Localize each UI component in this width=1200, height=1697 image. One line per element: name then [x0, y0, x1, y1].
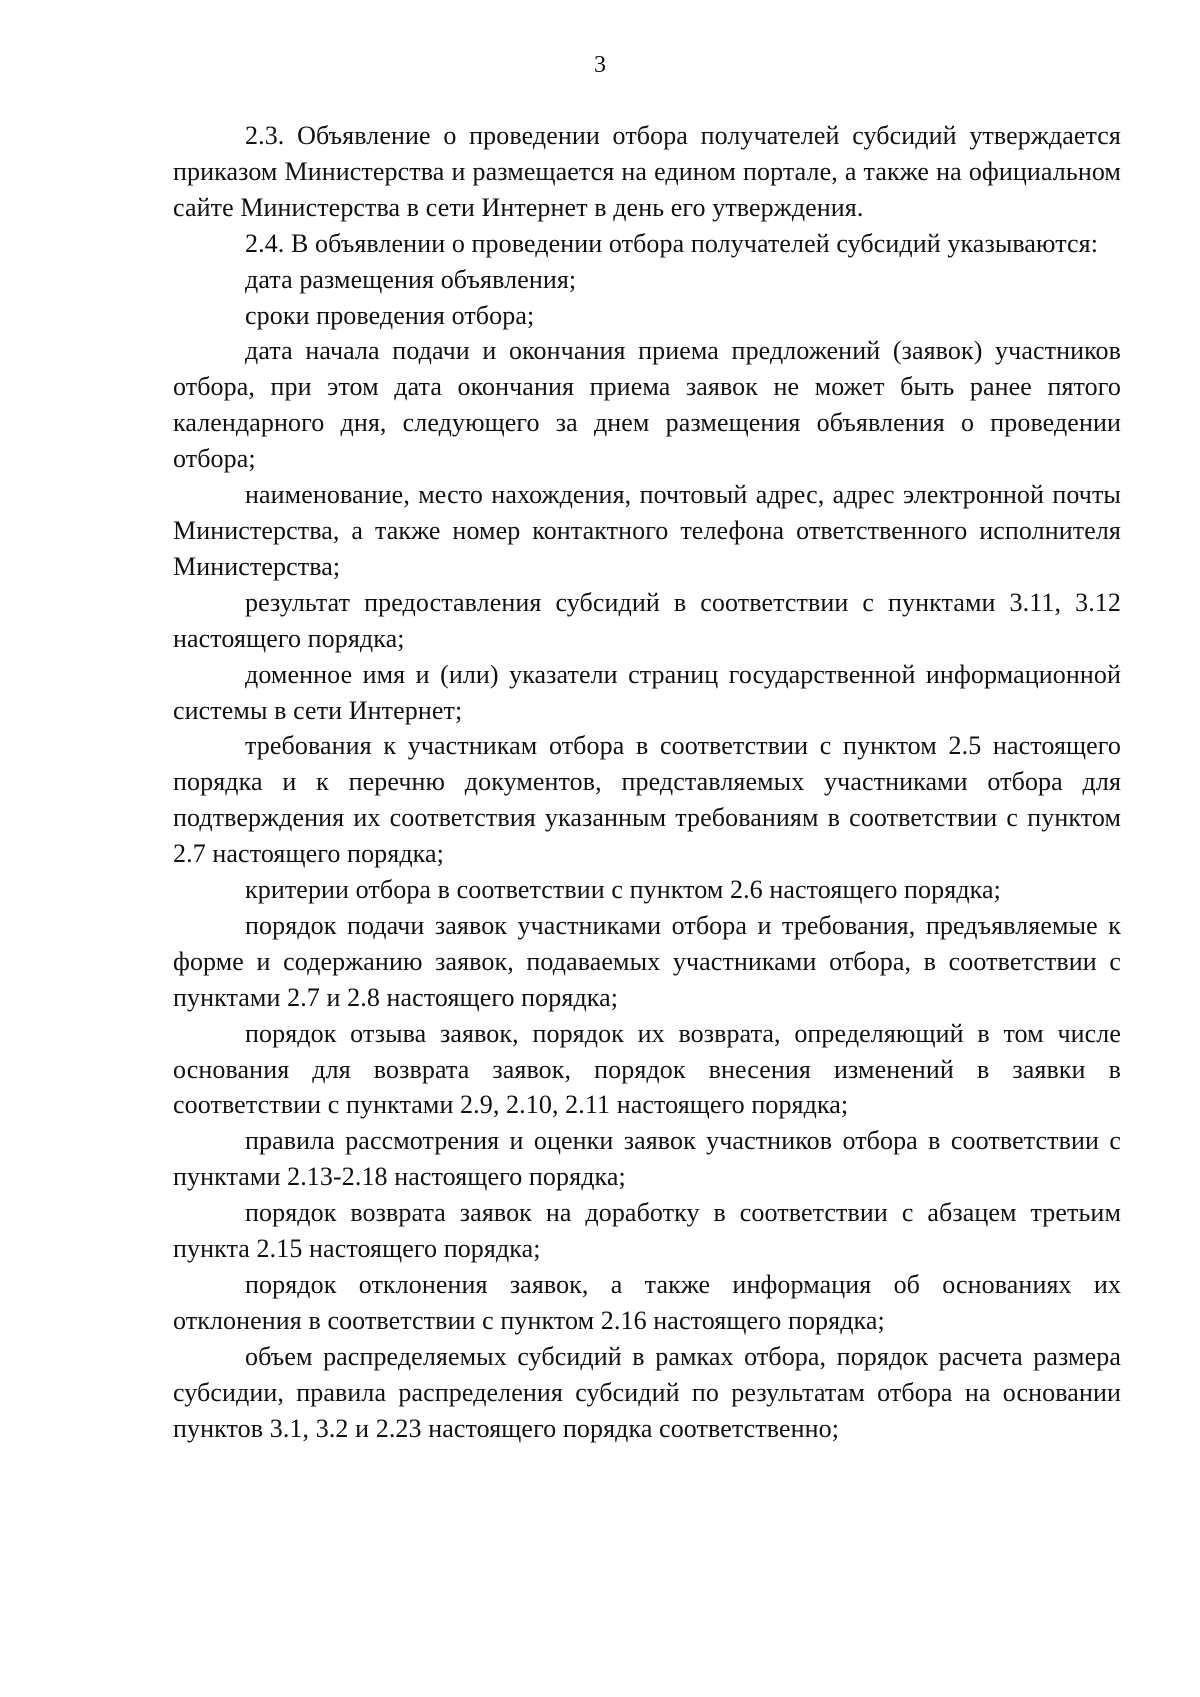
list-item: порядок возврата заявок на доработку в соответствии с абзацем третьим пункта 2.15 настоящего порядка; — [173, 1198, 1121, 1264]
list-item: сроки проведения отбора; — [245, 300, 535, 330]
list-item: дата начала подачи и окончания приема предложений (заявок) участников отбора, при этом дата окончания приема заявок не может быть ранее пятого календарного дня, следующего за днем размещения объявления о проведении отбора; — [173, 336, 1121, 474]
paragraph-2-3: 2.3. Объявление о проведении отбора получателей субсидий утверждается приказом Министерства и размещается на едином портале, а также на официальном сайте Министерства в сети Интернет в день его утверждения. — [173, 121, 1121, 222]
list-item: результат предоставления субсидий в соответствии с пунктами 3.11, 3.12 настоящего порядка; — [173, 587, 1121, 653]
list-item: требования к участникам отбора в соответствии с пунктом 2.5 настоящего порядка и к перечню документов, представляемых участниками отбора для подтверждения их соответствия указанным требованиям в соответствии с пунктом 2.7 настоящего порядка; — [173, 731, 1121, 869]
list-item: порядок отзыва заявок, порядок их возврата, определяющий в том числе основания для возврата заявок, порядок внесения изменений в заявки в соответствии с пунктами 2.9, 2.10, 2.11 настоящего порядка; — [173, 1018, 1121, 1120]
list-item: объем распределяемых субсидий в рамках отбора, порядок расчета размера субсидии, правила распределения субсидий по результатам отбора на основании пунктов 3.1, 3.2 и 2.23 настоящего порядка соответственно; — [173, 1341, 1121, 1443]
paragraph-2-4: 2.4. В объявлении о проведении отбора получателей субсидий указываются: — [245, 228, 1099, 258]
body-text — [173, 118, 1121, 1447]
list-item: критерии отбора в соответствии с пунктом 2.6 настоящего порядка; — [245, 875, 1001, 905]
list-item: порядок отклонения заявок, а также информация об основаниях их отклонения в соответствии с пунктом 2.16 настоящего порядка; — [173, 1270, 1121, 1335]
list-item: правила рассмотрения и оценки заявок участников отбора в соответствии с пунктами 2.13-2.18 настоящего порядка; — [173, 1126, 1121, 1192]
list-item: порядок подачи заявок участниками отбора и требования, предъявляемые к форме и содержанию заявок, подаваемых участниками отбора, в соответствии с пунктами 2.7 и 2.8 настоящего порядка; — [173, 910, 1121, 1012]
list-item: доменное имя и (или) указатели страниц государственной информационной системы в сети Интернет; — [173, 659, 1121, 725]
list-item: дата размещения объявления; — [245, 264, 577, 294]
list-item: наименование, место нахождения, почтовый адрес, адрес электронной почты Министерства, а также номер контактного телефона ответственного исполнителя Министерства; — [173, 480, 1121, 581]
page-number: 3 — [594, 52, 606, 78]
